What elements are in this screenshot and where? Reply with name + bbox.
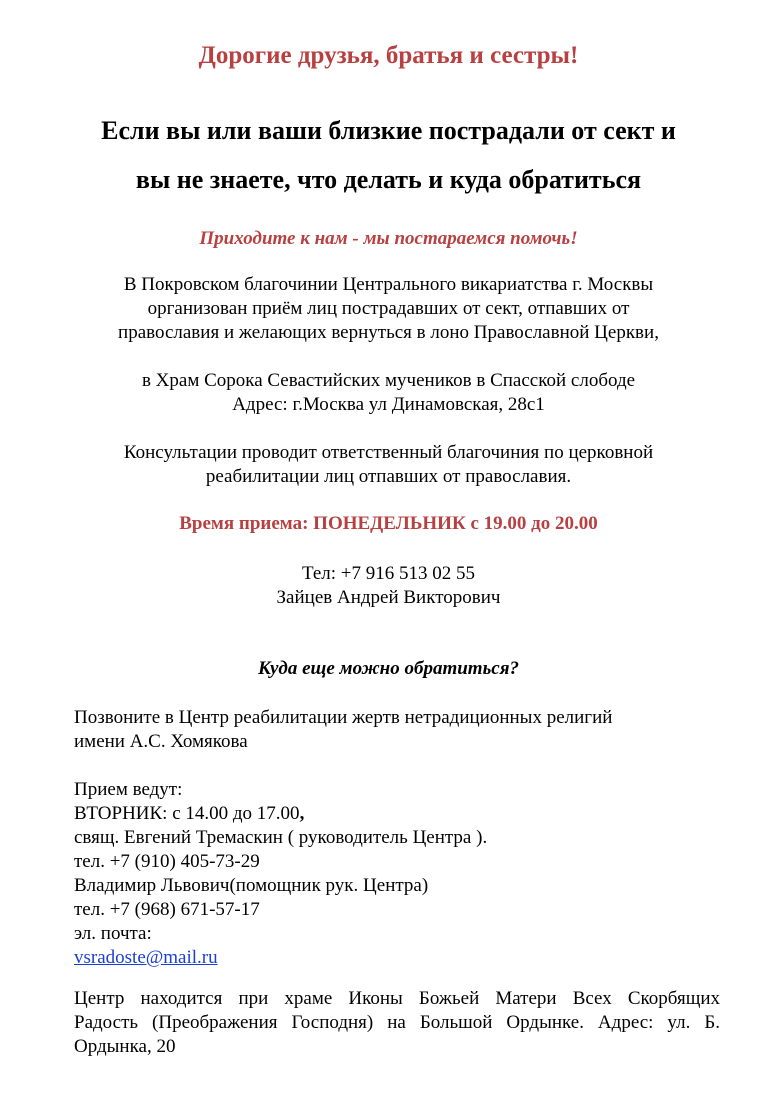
center-call-line-1: Позвоните в Центр реабилитации жертв нетрадиционных религий [74,707,613,728]
email-link-row [74,947,218,969]
email-link[interactable]: vsradoste@mail.ru [74,947,218,968]
tuesday-hours-comma: , [299,803,305,824]
headline-line-1: Если вы или ваши близкие пострадали от сект и [101,116,676,145]
location-line-1: в Храм Сорока Севастийских мучеников в Спасской слободе [141,370,636,391]
center-address-line-2: Радость (Преображения Господня) на Большой Ордынке. Адрес: ул. Б. [74,1012,720,1033]
center-address-line-1: Центр находится при храме Иконы Божьей Матери Всех Скорбящих [74,988,720,1009]
center-phone-1: тел. +7 (910) 405-73-29 [74,851,260,872]
greeting-title: Дорогие друзья, братья и сестры! [198,42,579,69]
headline-line-2: вы не знаете, что делать и куда обратиться [135,165,642,194]
center-call-line-2: имени А.С. Хомякова [74,731,248,752]
email-label: эл. почта: [74,923,152,944]
center-address-line-3: Ордынка, 20 [74,1036,176,1057]
assistant-name: Владимир Львович(помощник рук. Центра) [74,875,429,896]
invite-text: Приходите к нам - мы постараемся помочь! [199,228,578,249]
intro-line-3: православия и желающих вернуться в лоно Православной Церкви, [118,322,659,343]
tuesday-hours [74,803,304,825]
consult-line-2: реабилитации лиц отпавших от православия. [205,466,572,487]
reception-hours: Время приема: ПОНЕДЕЛЬНИК с 19.00 до 20.00 [179,513,598,534]
intro-line-2: организован приём лиц пострадавших от сект, отпавших от [147,298,630,319]
reception-label: Прием ведут: [74,779,183,800]
priest-name: свящ. Евгений Тремаскин ( руководитель Центра ). [74,827,488,848]
consult-line-1: Консультации проводит ответственный благочиния по церковной [123,442,654,463]
location-address: Адрес: г.Москва ул Динамовская, 28с1 [232,394,545,415]
contact-name: Зайцев Андрей Викторович [276,587,501,608]
center-phone-2: тел. +7 (968) 671-57-17 [74,899,260,920]
intro-line-1: В Покровском благочинии Центрального викариатства г. Москвы [123,274,654,295]
question-heading: Куда еще можно обратиться? [257,658,519,679]
contact-phone: Тел: +7 916 513 02 55 [301,563,476,584]
tuesday-hours-text: ВТОРНИК: с 14.00 до 17.00 [74,803,300,824]
